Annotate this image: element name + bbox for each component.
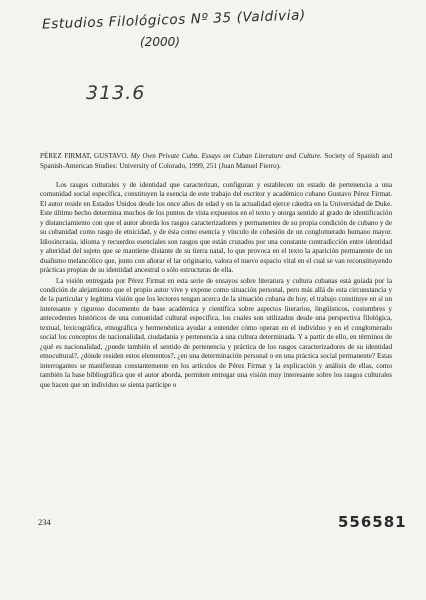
citation-title: My Own Private Cuba. Essays on Cuban Literature and Culture. bbox=[130, 152, 322, 160]
handwritten-shelf-mark: 313.6 bbox=[86, 82, 146, 104]
review-body bbox=[40, 181, 392, 390]
citation-author: PÉREZ FIRMAT, GUSTAVO. bbox=[40, 152, 129, 160]
review-paragraph-1: Los rasgos culturales y de identidad que caracterizan, configuran y establecen un estado de pertenencia a una comunidad social específica, constituyen la esencia de este trabajo del escritor y académico cubano Gustavo Pérez Firmat. El autor reside en Estados Unidos desde los once años de edad y en la actualidad ejerce cátedra en la Universidad de Duke. Este último hecho determina muchos de los puntos de vista expuestos en el texto y otorga sentido al grado de identificación y distanciamiento con que el autor aborda los rasgos caracterizadores y permanentes de su propia condición de cubano y de su cubanidad como rasgo de etnicidad, y de ésta como esencia y vínculo de cohesión de un conglomerado humano mayor. Idiosincrasia, idioma y recuerdos esenciales son rasgos que están cruzados por una constante contradicción entre identidad y alteridad del sujeto que se mantiene distante de su tierra natal, lo que provoca en el texto la aparición permanente de un dualismo melancólico que, junto con añorar el lar originario, valora el nuevo espacio vital en el cual se van reconstituyendo prácticas propias de su identidad ancestral o sólo estructuras de ella. bbox=[40, 181, 392, 275]
review-paragraph-2: La visión entregada por Pérez Firmat en esta serie de ensayos sobre literatura y cultura cubanas está guiada por la condición de alejamiento que el propio autor vive y expone como situación personal, pero más allá de esta circunstancia y de la particular y legítima visión que los lectores tengan acerca de la situación cubana de hoy, el trabajo constituye en sí un interesante y riguroso documento de base académica y científica sobre aspectos literarios, lingüísticos, costumbres y antecedentes históricos de una comunidad cultural específica, los cuales son utilizados desde una perspectiva filológica, textual, lexicográfica, etnográfica y hermenéutica ayudar a entender cómo operan en el individuo y en el conglomerado social los conceptos de nacionalidad, ciudadanía y pertenencia a una cultura determinada. Y a partir de ello, en términos de ¿qué es nacionalidad, ¿puede también el sentido de pertenencia y práctica de los rasgos caracterizadores de su identidad etnocultural?, ¿dónde residen estos elementos?, ¿en una determinación personal o en una práctica social permanente? Estas interrogantes se manifiestan constantemente en los artículos de Pérez Firmat y la explicación y análisis de ellas, como también la base bibliográfica que el autor aborda, permiten entregar una visión muy interesante sobre los rasgos culturales que hacen que un individuo se sienta partícipe o bbox=[40, 276, 392, 389]
book-citation bbox=[40, 152, 392, 171]
handwritten-journal-note: Estudios Filológicos Nº 35 (Valdivia) bbox=[41, 7, 307, 33]
handwritten-accession-number: 556581 bbox=[338, 513, 407, 531]
page-number: 234 bbox=[38, 517, 51, 527]
citation-publication: Society of Spanish and Spanish-American Studies: University of Colorado, 1999, 251 (Juan Manuel Fierro). bbox=[40, 152, 393, 170]
handwritten-year-note: (2000) bbox=[140, 35, 180, 49]
